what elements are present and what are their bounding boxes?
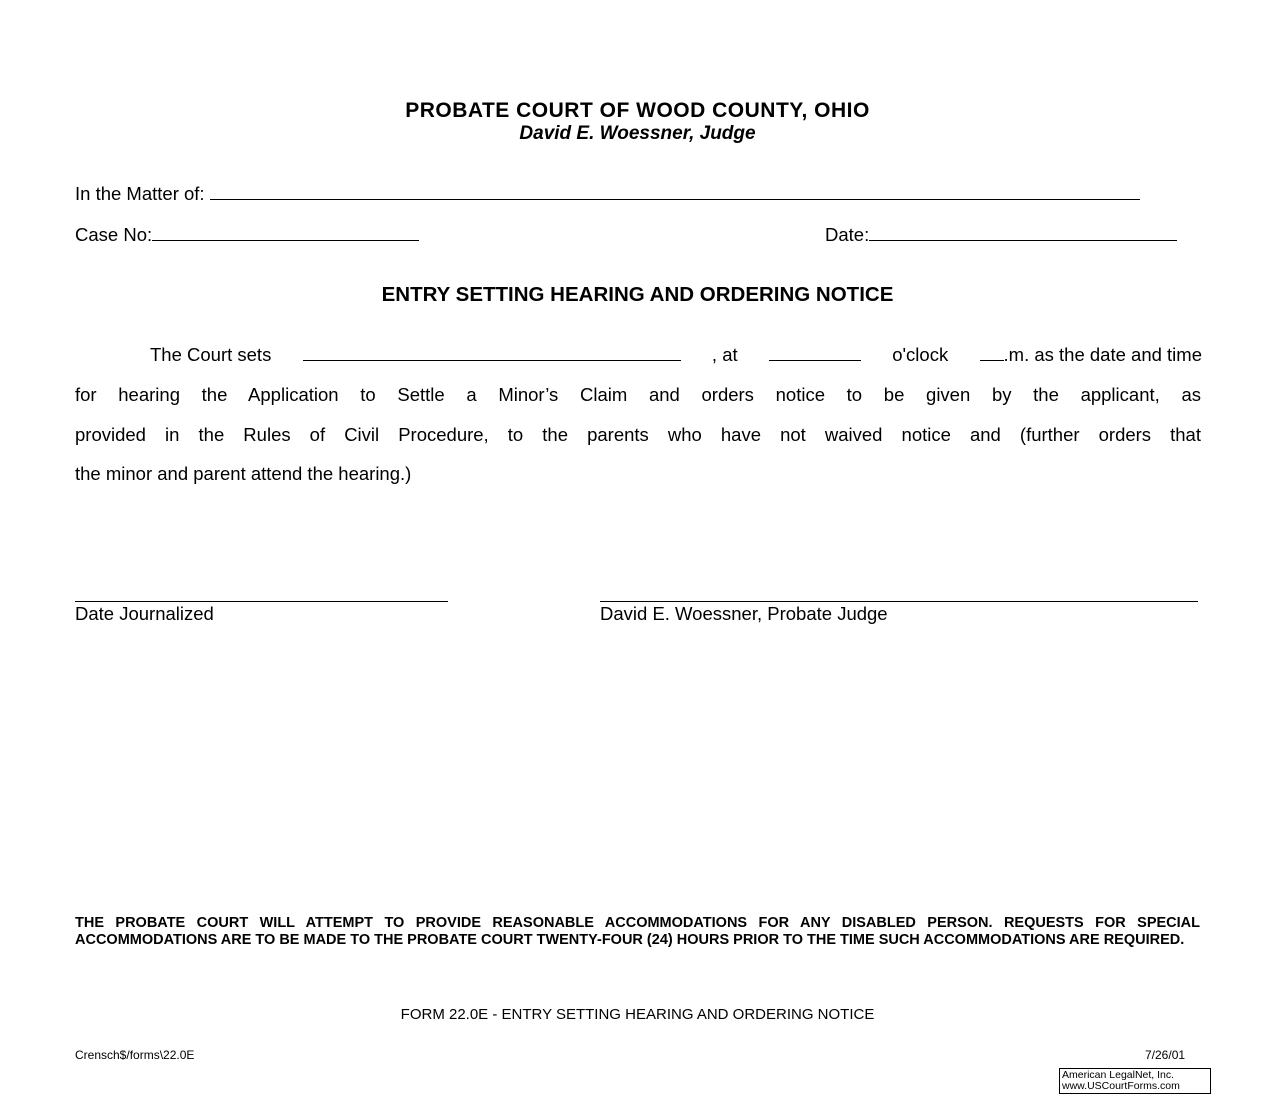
judge-signature: David E. Woessner, Probate Judge (600, 601, 1198, 625)
hearing-date-field[interactable] (303, 346, 681, 361)
matter-field[interactable] (210, 185, 1140, 200)
case-field[interactable] (152, 226, 419, 241)
judge-name: David E. Woessner, Judge (519, 123, 756, 144)
case-row (75, 224, 419, 246)
matter-label: In the Matter of: (75, 183, 205, 204)
body-text: , at (711, 344, 738, 365)
date-journalized-signature: Date Journalized (75, 601, 448, 625)
case-label: Case No: (75, 224, 153, 245)
body-line-4: the minor and parent attend the hearing.) (75, 463, 412, 484)
body-line-2: for hearing the Application to Settle a Minor’s Claim and orders notice to be given by the applicant, as (75, 384, 1201, 405)
court-name: PROBATE COURT OF WOOD COUNTY, OHIO (405, 99, 870, 122)
publisher-name: American LegalNet, Inc. (1062, 1069, 1175, 1081)
body-text: .m. as the date and time (1003, 344, 1202, 365)
publisher-url: www.USCourtForms.com (1062, 1080, 1180, 1092)
body-text: The Court sets (150, 344, 272, 365)
date-field[interactable] (869, 226, 1177, 241)
file-path: Crensch$/forms\22.0E (75, 1048, 195, 1062)
publisher-box (1059, 1068, 1211, 1094)
form-title: ENTRY SETTING HEARING AND ORDERING NOTICE (381, 283, 894, 306)
date-label: Date: (825, 224, 870, 245)
matter-row (75, 183, 1140, 205)
accommodations-notice: THE PROBATE COURT WILL ATTEMPT TO PROVIDE REASONABLE ACCOMMODATIONS FOR ANY DISABLED PERSON. REQUESTS FOR SPECIAL ACCOMMODATIONS ARE TO BE MADE TO THE PROBATE COURT TWENTY-FOUR (24) HOURS PRIOR TO THE TIME SUCH ACCOMMODATIONS ARE REQUIRED. (75, 915, 1200, 948)
form-footer: FORM 22.0E - ENTRY SETTING HEARING AND ORDERING NOTICE (400, 1006, 875, 1023)
body-text: o'clock (892, 344, 949, 365)
hearing-time-field[interactable] (769, 346, 861, 361)
body-line-3: provided in the Rules of Civil Procedure, to the parents who have not waived notice and (further orders that (75, 424, 1201, 445)
revision-date: 7/26/01 (1145, 1048, 1186, 1062)
am-pm-field[interactable] (980, 346, 1004, 361)
body-line-1 (150, 344, 1202, 366)
date-row (825, 224, 1177, 246)
